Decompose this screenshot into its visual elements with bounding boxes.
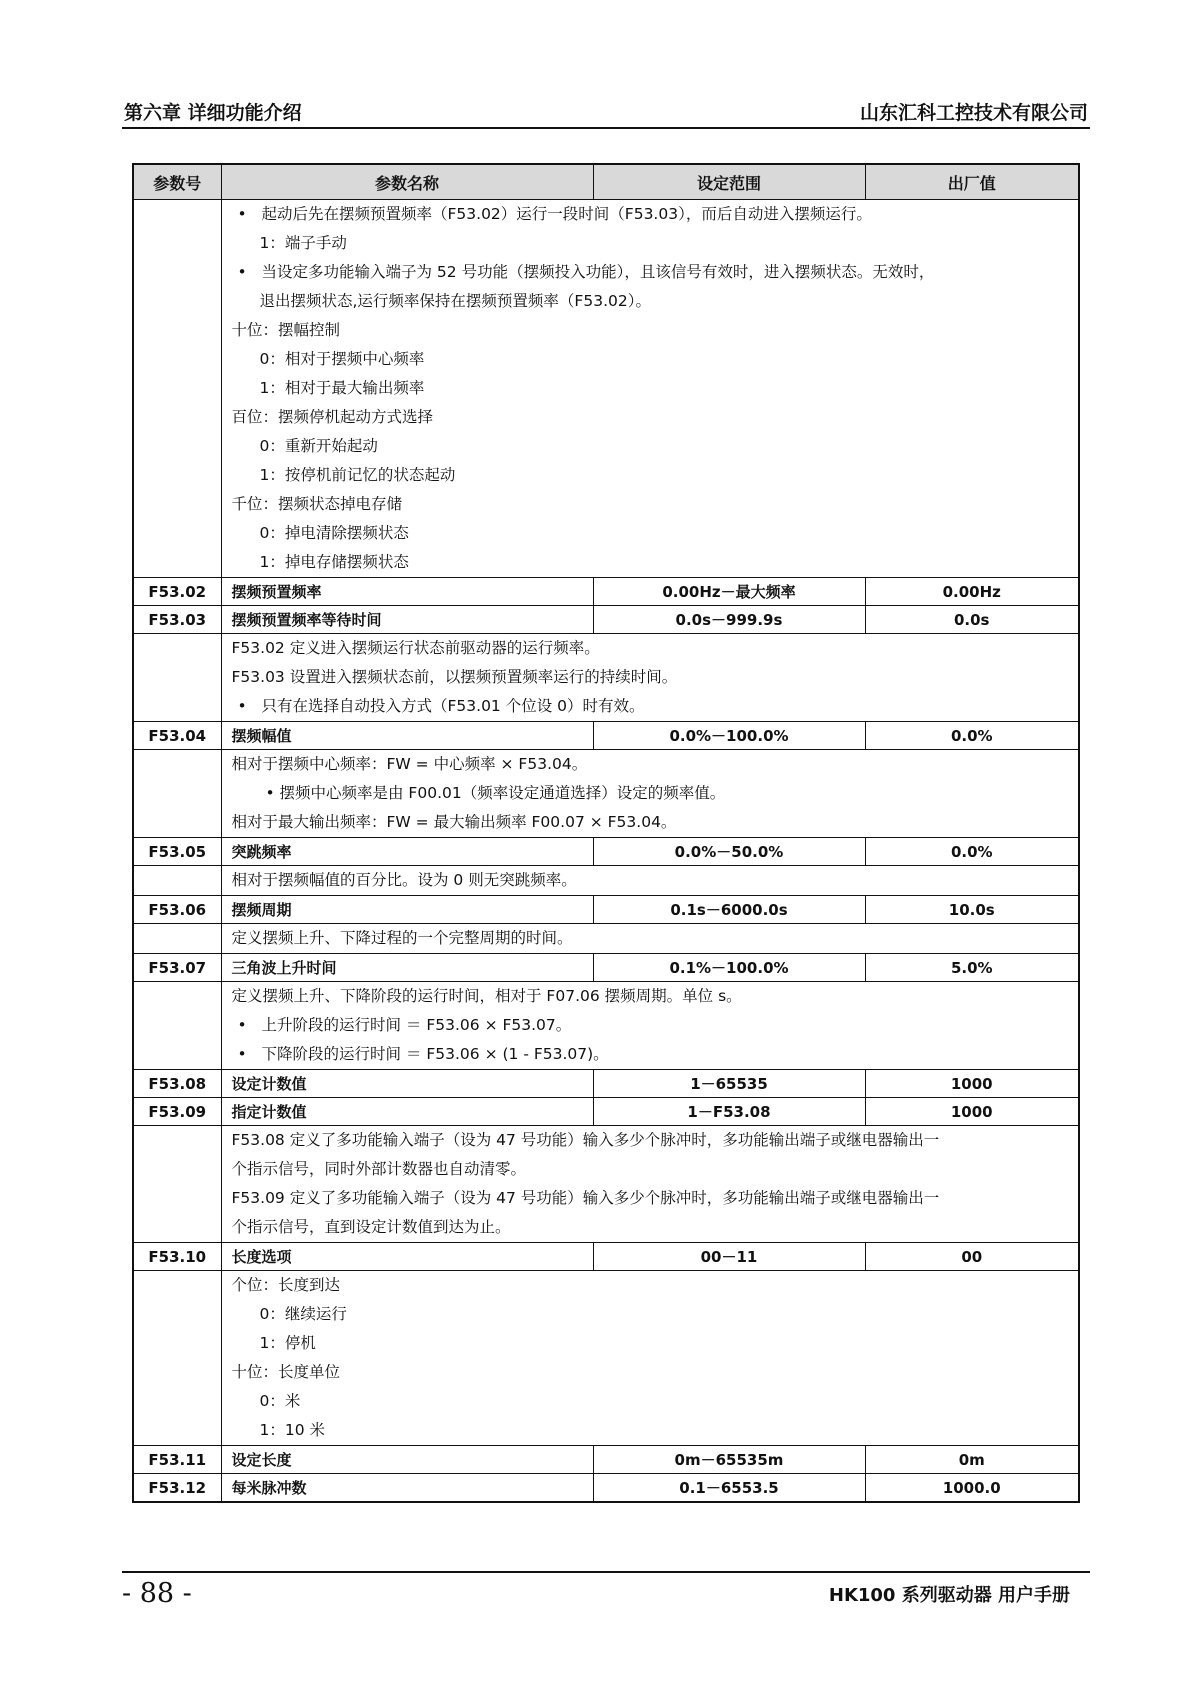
parameter-default: 1000.0 (865, 1474, 1079, 1503)
description-line: 百位：摆频停机起动方式选择 (231, 408, 434, 426)
description-line: • 只有在选择自动投入方式（F53.01 个位设 0）时有效。 (232, 692, 1069, 721)
parameter-row (133, 1098, 1079, 1126)
parameter-default: 0.00Hz (865, 578, 1079, 606)
description-line: 1：停机 (259, 1334, 316, 1352)
description-line: 相对于摆频中心频率：FW = 中心频率 × F53.04。 (231, 755, 588, 773)
description-line: • 起动后先在摆频预置频率（F53.02）运行一段时间（F53.03），而后自动进入摆频运行。 (232, 200, 1069, 229)
parameter-code: F53.09 (133, 1098, 221, 1126)
parameter-default: 00 (865, 1243, 1079, 1271)
parameter-name: 设定长度 (221, 1446, 593, 1474)
parameter-range: 0m－65535m (593, 1446, 865, 1474)
parameter-row (133, 896, 1079, 924)
description-cell (221, 750, 1079, 838)
parameter-code: F53.12 (133, 1474, 221, 1503)
parameter-row (133, 578, 1079, 606)
parameter-name: 摆频预置频率等待时间 (221, 606, 593, 634)
description-cell (221, 200, 1079, 578)
parameter-range: 0.0s－999.9s (593, 606, 865, 634)
description-line: 0：相对于摆频中心频率 (259, 350, 425, 368)
parameter-code: F53.08 (133, 1070, 221, 1098)
description-row (133, 634, 1079, 722)
parameter-range: 1－65535 (593, 1070, 865, 1098)
parameter-row (133, 1070, 1079, 1098)
description-line: 个位：长度到达 (231, 1276, 341, 1294)
description-line: • 当设定多功能输入端子为 52 号功能（摆频投入功能），且该信号有效时，进入摆频状态。无效时， (232, 258, 1069, 287)
description-cell (221, 634, 1079, 722)
parameter-name: 指定计数值 (221, 1098, 593, 1126)
description-code-cell (133, 1271, 221, 1446)
parameter-code: F53.02 (133, 578, 221, 606)
parameter-range: 0.0%－50.0% (593, 838, 865, 866)
description-row (133, 1126, 1079, 1243)
description-line: 相对于摆频幅值的百分比。设为 0 则无突跳频率。 (231, 871, 577, 889)
parameter-name: 长度选项 (221, 1243, 593, 1271)
parameter-code: F53.06 (133, 896, 221, 924)
description-row (133, 750, 1079, 838)
parameter-default: 0.0s (865, 606, 1079, 634)
description-row (133, 982, 1079, 1070)
parameter-name: 摆频预置频率 (221, 578, 593, 606)
parameter-range: 0.0%－100.0% (593, 722, 865, 750)
description-code-cell (133, 924, 221, 954)
description-row (133, 200, 1079, 578)
parameter-name: 突跳频率 (221, 838, 593, 866)
description-line: F53.02 定义进入摆频运行状态前驱动器的运行频率。 (231, 639, 600, 657)
description-cell (221, 982, 1079, 1070)
description-row (133, 1271, 1079, 1446)
description-line: 1：10 米 (259, 1421, 326, 1439)
parameter-row (133, 1474, 1079, 1503)
parameter-row (133, 1243, 1079, 1271)
description-cell (221, 924, 1079, 954)
table-header-row (133, 164, 1079, 200)
parameter-name: 每米脉冲数 (221, 1474, 593, 1503)
footer-divider (122, 1571, 1090, 1573)
description-cell (221, 1126, 1079, 1243)
parameter-range: 00－11 (593, 1243, 865, 1271)
description-line: 定义摆频上升、下降阶段的运行时间，相对于 F07.06 摆频周期。单位 s。 (231, 987, 742, 1005)
description-row (133, 924, 1079, 954)
parameter-row (133, 1446, 1079, 1474)
description-line: F53.03 设置进入摆频状态前，以摆频预置频率运行的持续时间。 (231, 668, 678, 686)
description-line: 个指示信号，同时外部计数器也自动清零。 (231, 1160, 527, 1178)
parameter-code: F53.11 (133, 1446, 221, 1474)
description-code-cell (133, 750, 221, 838)
description-line: 十位：长度单位 (231, 1363, 341, 1381)
parameter-name: 摆频幅值 (221, 722, 593, 750)
parameter-range: 0.00Hz－最大频率 (593, 578, 865, 606)
parameter-range: 0.1%－100.0% (593, 954, 865, 982)
parameter-row (133, 606, 1079, 634)
parameter-table (132, 163, 1080, 1503)
description-line: 0：掉电清除摆频状态 (259, 524, 409, 542)
parameter-code: F53.10 (133, 1243, 221, 1271)
description-code-cell (133, 200, 221, 578)
parameter-range: 0.1s－6000.0s (593, 896, 865, 924)
column-header-range: 设定范围 (593, 164, 865, 200)
description-line: 0：米 (259, 1392, 301, 1410)
description-code-cell (133, 1126, 221, 1243)
description-line: 个指示信号，直到设定计数值到达为止。 (231, 1218, 511, 1236)
parameter-name: 摆频周期 (221, 896, 593, 924)
manual-title: HK100 系列驱动器 用户手册 (828, 1585, 1070, 1606)
description-code-cell (133, 634, 221, 722)
description-row (133, 866, 1079, 896)
parameter-default: 5.0% (865, 954, 1079, 982)
description-line: • 下降阶段的运行时间 ＝ F53.06 × (1 - F53.07)。 (232, 1040, 1069, 1069)
parameter-default: 0m (865, 1446, 1079, 1474)
parameter-row (133, 954, 1079, 982)
parameter-name: 设定计数值 (221, 1070, 593, 1098)
header-divider (122, 127, 1090, 129)
description-line: F53.08 定义了多功能输入端子（设为 47 号功能）输入多少个脉冲时，多功能输出端子或继电器输出一 (231, 1131, 940, 1149)
description-line: 相对于最大输出频率：FW = 最大输出频率 F00.07 × F53.04。 (231, 813, 677, 831)
description-line: F53.09 定义了多功能输入端子（设为 47 号功能）输入多少个脉冲时，多功能输出端子或继电器输出一 (231, 1189, 940, 1207)
parameter-code: F53.03 (133, 606, 221, 634)
description-line: 1：按停机前记忆的状态起动 (259, 466, 456, 484)
parameter-default: 0.0% (865, 838, 1079, 866)
column-header-name: 参数名称 (221, 164, 593, 200)
parameter-name: 三角波上升时间 (221, 954, 593, 982)
column-header-default: 出厂值 (865, 164, 1079, 200)
description-line: 千位：摆频状态掉电存储 (231, 495, 403, 513)
parameter-range: 0.1－6553.5 (593, 1474, 865, 1503)
description-line: 1：掉电存储摆频状态 (259, 553, 409, 571)
parameter-default: 10.0s (865, 896, 1079, 924)
description-line: 0：继续运行 (259, 1305, 347, 1323)
description-cell (221, 866, 1079, 896)
parameter-code: F53.04 (133, 722, 221, 750)
description-line: 退出摆频状态,运行频率保持在摆频预置频率（F53.02）。 (259, 292, 651, 310)
description-cell (221, 1271, 1079, 1446)
company-name: 山东汇科工控技术有限公司 (859, 102, 1088, 124)
page-number: - 88 - (122, 1578, 192, 1609)
description-line: 1：相对于最大输出频率 (259, 379, 425, 397)
parameter-range: 1－F53.08 (593, 1098, 865, 1126)
chapter-title: 第六章 详细功能介绍 (124, 102, 302, 124)
parameter-code: F53.07 (133, 954, 221, 982)
description-line: 定义摆频上升、下降过程的一个完整周期的时间。 (231, 929, 573, 947)
parameter-row (133, 722, 1079, 750)
description-line: 1：端子手动 (259, 234, 347, 252)
parameter-default: 1000 (865, 1070, 1079, 1098)
column-header-code: 参数号 (133, 164, 221, 200)
description-line: • 摆频中心频率是由 F00.01（频率设定通道选择）设定的频率值。 (232, 779, 1069, 808)
parameter-default: 1000 (865, 1098, 1079, 1126)
description-line: 十位：摆幅控制 (231, 321, 341, 339)
parameter-code: F53.05 (133, 838, 221, 866)
description-code-cell (133, 982, 221, 1070)
parameter-default: 0.0% (865, 722, 1079, 750)
description-line: • 上升阶段的运行时间 ＝ F53.06 × F53.07。 (232, 1011, 1069, 1040)
parameter-row (133, 838, 1079, 866)
description-code-cell (133, 866, 221, 896)
description-line: 0：重新开始起动 (259, 437, 378, 455)
